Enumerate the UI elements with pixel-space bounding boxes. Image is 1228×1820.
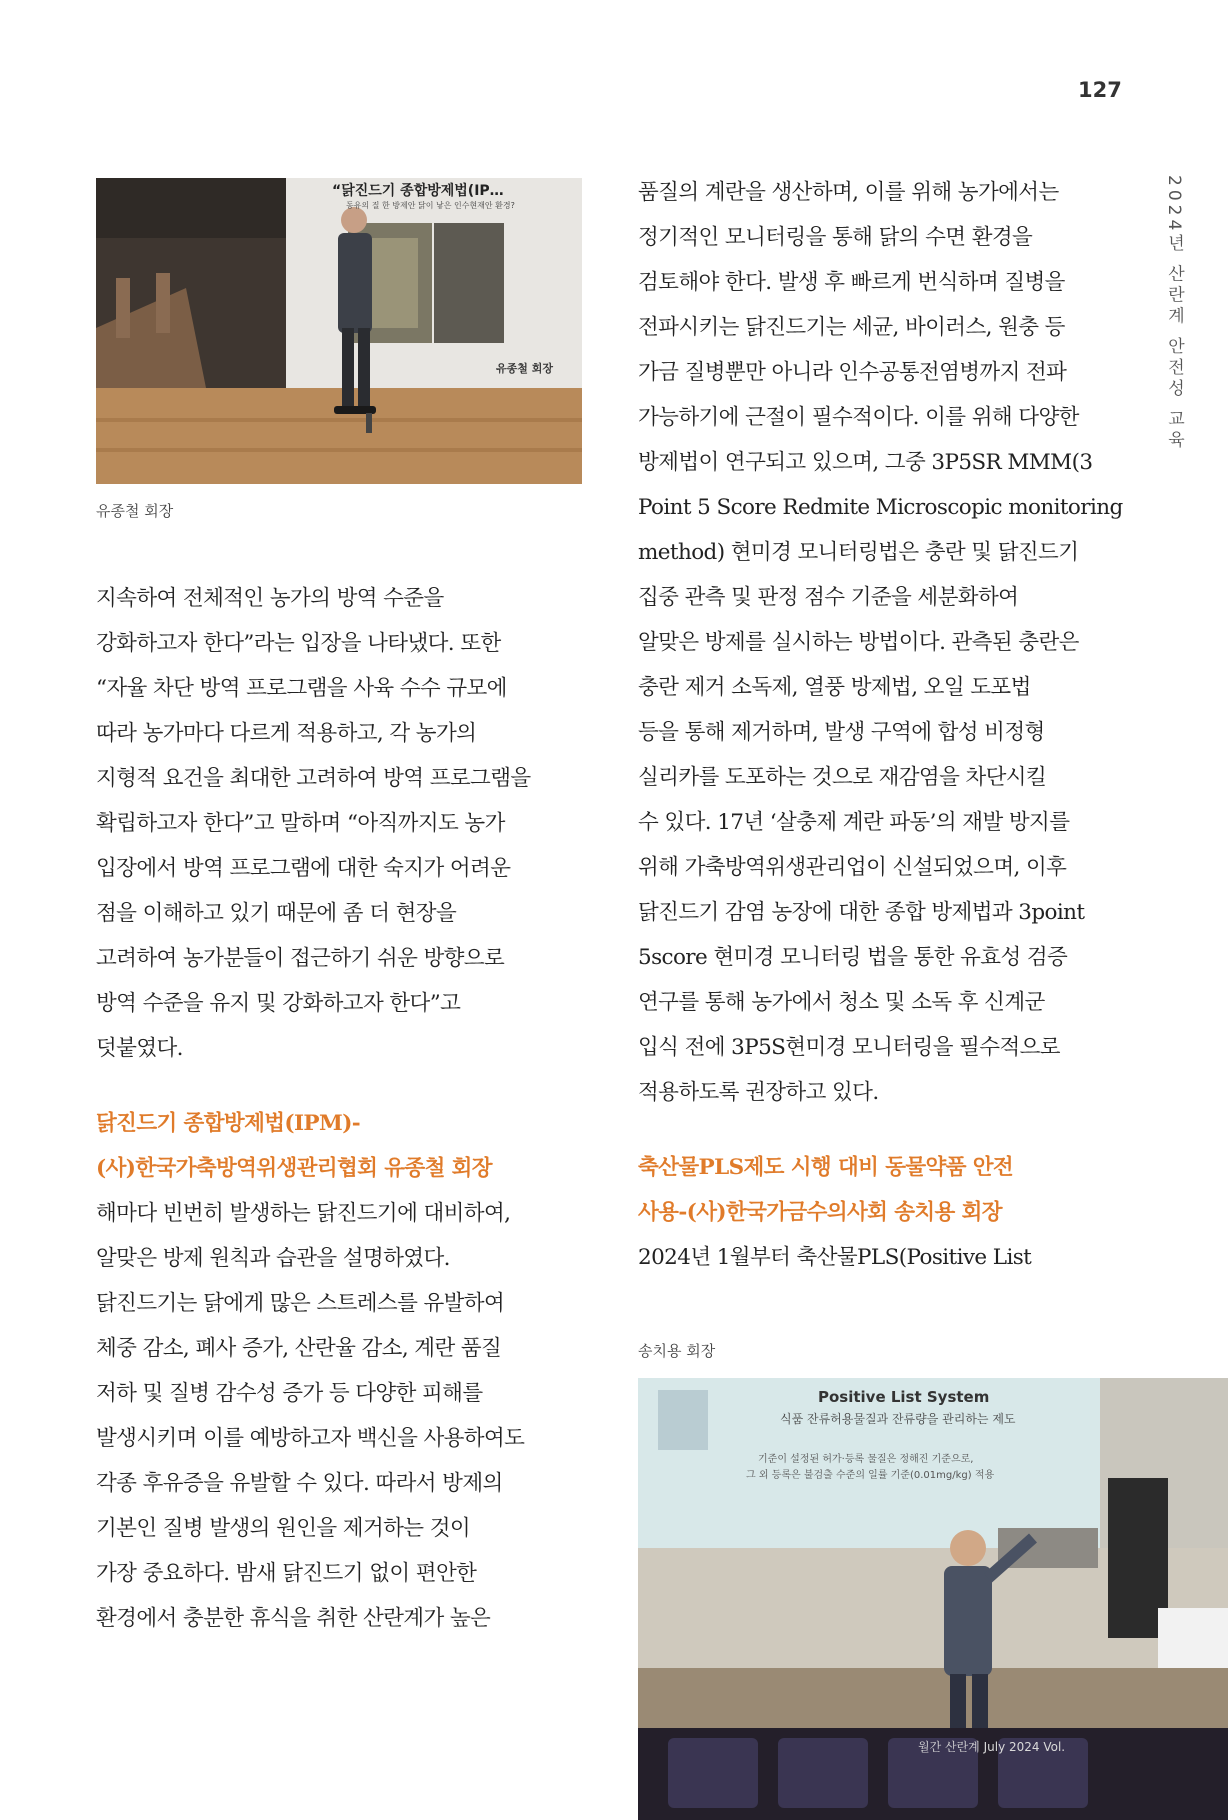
left-paragraph-top [96,576,596,1071]
photo-footer-text: 월간 산란계 July 2024 Vol. [918,1740,1066,1754]
photo-caption-yoo: 유종철 회장 [96,502,174,520]
right-article-column [638,170,1128,1280]
text-line: 닭진드기 종합방제법(IPM)- [96,1111,361,1136]
text-line: 발생시키며 이를 예방하고자 백신을 사용하여도 [96,1426,525,1451]
text-line: 수 있다. 17년 ‘살충제 계란 파동’의 재발 방지를 [638,810,1070,835]
text-line: 검토해야 한다. 발생 후 빠르게 번식하며 질병을 [638,270,1065,295]
text-line: 체중 감소, 폐사 증가, 산란율 감소, 계란 품질 [96,1336,502,1361]
text-line: 입장에서 방역 프로그램에 대한 숙지가 어려운 [96,856,511,881]
text-line: 충란 제거 소독제, 열풍 방제법, 오일 도포법 [638,675,1031,700]
text-line: 입식 전에 3P5S현미경 모니터링을 필수적으로 [638,1035,1060,1060]
text-line: “자율 차단 방역 프로그램을 사육 수수 규모에 [96,676,507,701]
text-line: 가능하기에 근절이 필수적이다. 이를 위해 다양한 [638,405,1079,430]
text-line: 환경에서 충분한 휴식을 취한 산란계가 높은 [96,1606,491,1631]
text-line: 품질의 계란을 생산하며, 이를 위해 농가에서는 [638,180,1059,205]
text-line: 알맞은 방제를 실시하는 방법이다. 관측된 충란은 [638,630,1079,655]
left-paragraph-bottom [96,1191,596,1641]
text-line: 실리카를 도포하는 것으로 재감염을 차단시킬 [638,765,1047,790]
speaker-photo-yoo [96,178,582,484]
text-line: 축산물PLS제도 시행 대비 동물약품 안전 [638,1155,1014,1180]
text-line: 확립하고자 한다”고 말하며 “아직까지도 농가 [96,811,505,836]
pls-slide-line3: 그 외 등록은 불검출 수준의 일률 기준(0.01mg/kg) 적용 [746,1470,995,1481]
pls-slide-line2: 기준이 설정된 허가·등록 물질은 정해진 기준으로, [758,1454,974,1465]
slide-subtitle-text: 동유의 질 한 방제안 닭이 낳은 인수현재안 환경? [346,201,515,210]
text-line: 5score 현미경 모니터링 법을 통한 유효성 검증 [638,945,1068,970]
text-line: 정기적인 모니터링을 통해 닭의 수면 환경을 [638,225,1033,250]
text-line: 가장 중요하다. 밤새 닭진드기 없이 편안한 [96,1561,477,1586]
text-line: 적용하도록 권장하고 있다. [638,1080,879,1105]
text-line: 방역 수준을 유지 및 강화하고자 한다”고 [96,991,461,1016]
text-line: 각종 후유증을 유발할 수 있다. 따라서 방제의 [96,1471,503,1496]
text-line: Point 5 Score Redmite Microscopic monitoring [638,495,1123,520]
page-number: 127 [1078,78,1122,102]
speaker-photo-song [638,1378,1228,1820]
left-article-column [96,576,596,1641]
text-line: 점을 이해하고 있기 때문에 좀 더 현장을 [96,901,457,926]
text-line: 알맞은 방제 원칙과 습관을 설명하였다. [96,1246,450,1271]
text-line: 저하 및 질병 감수성 증가 등 다양한 피해를 [96,1381,483,1406]
right-paragraph-top [638,170,1128,1115]
text-line: 등을 통해 제거하며, 발생 구역에 합성 비정형 [638,720,1045,745]
slide-speaker-text: 유종철 회장 [496,362,553,375]
text-line: 집중 관측 및 판정 점수 기준을 세분화하여 [638,585,1019,610]
text-line: 전파시키는 닭진드기는 세균, 바이러스, 원충 등 [638,315,1065,340]
text-line: method) 현미경 모니터링법은 충란 및 닭진드기 [638,540,1079,565]
text-line: 강화하고자 한다”라는 입장을 나타냈다. 또한 [96,631,501,656]
text-line: 닭진드기 감염 농장에 대한 종합 방제법과 3point [638,900,1085,925]
text-line: 고려하여 농가분들이 접근하기 쉬운 방향으로 [96,946,505,971]
pls-slide-line1: 식품 잔류허용물질과 잔류량을 관리하는 제도 [780,1412,1016,1426]
text-line: 방제법이 연구되고 있으며, 그중 3P5SR MMM(3 [638,450,1093,475]
text-line: 따라 농가마다 다르게 적용하고, 각 농가의 [96,721,477,746]
photo-caption-song: 송치용 회장 [638,1342,716,1360]
text-line: 덧붙였다. [96,1036,183,1061]
text-line: 기본인 질병 발생의 원인을 제거하는 것이 [96,1516,471,1541]
section-heading-ipm [96,1101,596,1191]
text-line: 연구를 통해 농가에서 청소 및 소독 후 신계군 [638,990,1045,1015]
text-line: 지속하여 전체적인 농가의 방역 수준을 [96,586,444,611]
slide-title-text: “닭진드기 종합방제법(IP… [332,183,504,199]
text-line: 가금 질병뿐만 아니라 인수공통전염병까지 전파 [638,360,1067,385]
text-line: (사)한국가축방역위생관리협회 유종철 회장 [96,1156,492,1181]
text-line: 닭진드기는 닭에게 많은 스트레스를 유발하여 [96,1291,505,1316]
section-heading-pls [638,1145,1128,1235]
pls-slide-title: Positive List System [818,1388,990,1406]
side-section-label: 2024년 산란계 안전성 교육 [1164,175,1184,452]
text-line: 해마다 빈번히 발생하는 닭진드기에 대비하여, [96,1201,511,1226]
text-line: 사용-(사)한국가금수의사회 송치용 회장 [638,1200,1002,1225]
text-line: 2024년 1월부터 축산물PLS(Positive List [638,1245,1032,1270]
text-line: 위해 가축방역위생관리업이 신설되었으며, 이후 [638,855,1067,880]
text-line: 지형적 요건을 최대한 고려하여 방역 프로그램을 [96,766,531,791]
right-paragraph-bottom [638,1235,1128,1280]
